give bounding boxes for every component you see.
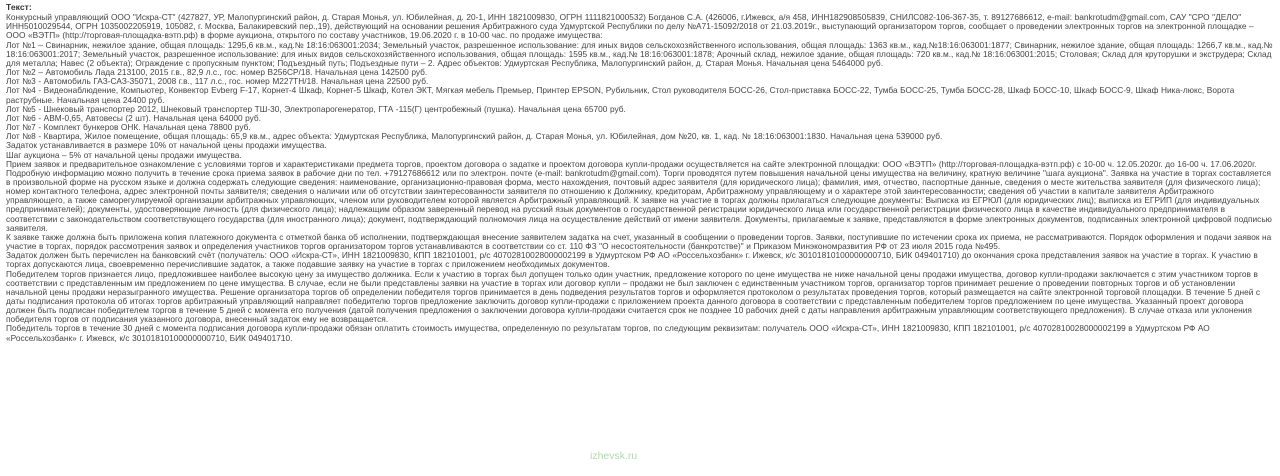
lot-1: Лот №1 – Свинарник, нежилое здание, общая площадь: 1295,6 кв.м., кад.№ 18:16:063001:2034; Земельный участок, разрешенное использование: для иных видов сельскохозяйственного использования, общая площадь: 1363 кв.м., кад.№18:16:063001:1877; Свинарник, нежилое здание, общая площадь: 1266,7 кв.м., кад.№ 18:16:063001:2017; Земельный участок, разрешенное использование: для иных видов сельскохозяйственного использования, общая площадь: 1595 кв.м., кад.№ 18:16:063001:1878; Арочный склад, нежилое здание, общая площадь: 720 кв.м., кад.№ 18:16:063001:2015; Столовая; Склад для круторушки и экструдера; Склад для металла; Навес (2 объекта); Ограждение с пропускным пунктом; Подъездный путь; Подъездные пути – 2. Адрес объектов: Удмуртская Республика, Малопургинский район, д. Старая Монья. Начальная цена 5464000 руб.: [6, 39, 1273, 68]
auction-step: Шаг аукциона – 5% от начальной цены продажи имущества.: [6, 149, 242, 160]
lot-8: Лот №8 - Квартира, Жилое помещение, общая площадь: 65,9 кв.м., адрес объекта: Удмуртская Республика, Малопургинский район, д. Старая Монья, ул. Юбилейная, дом №20, кв. 1, кад. № 18:16:063001:1830. Начальная цена 539000 руб.: [6, 131, 943, 142]
winner-terms: Победителем торгов признается лицо, предложившее наиболее высокую цену за имущество должника. Если к участию в торгах был допущен только один участник, предложение которого по цене имущества не ниже начальной цены продажи имущества, договор купли-продажи заключается с этим участником торгов в соответствии с представленным им предложением по цене имущества. В случае, если не были представлены заявки на участие в торгах или договор купли – продажи не был заключен с единственным участником торгов, организатор торгов принимает решение о проведении повторных торгов и об установлении начальной цены продажи неразыгранного имущества. Решение организатора торгов об определении победителя торгов принимается в день подведения результатов торгов и оформляется протоколом о результатах проведения торгов, который размещается на сайте электронной торговой площадки. В течение 5 дней с даты подписания протокола об итогах торгов арбитражный управляющий направляет победителю торгов предложение заключить договор купли-продажи с приложением проекта данного договора в соответствии с представленным победителем торгов предложением по цене имущества. Указанный проект договора должен быть подписан победителем торгов в течение 5 дней с момента его получения (датой получения предложения о заключении договора купли-продажи считается срок не позднее 10 рабочих дней с даты направления арбитражным управляющим соответствующего предложения). В случае отказа или уклонения победителя торгов от подписания указанного договора, внесенный задаток ему не возвращается.: [6, 268, 1261, 325]
application-terms: Прием заявок и предварительное ознакомление с условиями торгов и характеристиками предмета торгов, проектом договора о задатке и проектом договора купли-продажи осуществляется на сайте электронной площадки: ООО «ВЭТП» (http://торговая-площадка-вэтп.рф) с 10-00 ч. 12.05.2020г. до 16-00 ч. 17.06.2020г. Подробную информацию можно получить в течение срока приема заявок в рабочие дни по тел. +79127686612 или по электрон. почте (e-mail: bankrotudm@gmail.com). Торги проводятся путем повышения начальной цены имущества на величину, кратную величине "шага аукциона". Заявка на участие в торгах составляется в произвольной форме на русском языке и должна содержать следующие сведения: наименование, организационно-правовая форма, место нахождения, почтовый адрес заявителя (для юридического лица); фамилия, имя, отчество, паспортные данные, сведения о месте жительства заявителя (для физического лица); номер контактного телефона, адрес электронной почты заявителя; сведения о наличии или об отсутствии заинтересованности заявителя по отношению к Должнику, кредиторам, Арбитражному управляющему и о характере этой заинтересованности; сведения об участии в капитале заявителя Арбитражного управляющего, а также саморегулируемой организации арбитражных управляющих, членом или руководителем которой является Арбитражный управляющий. К заявке на участие в торгах должны прилагаться следующие документы: Выписка из ЕГРЮЛ (для юридических лиц); выписка из ЕГРИП (для индивидуальных предпринимателей); документы, удостоверяющие личность (для физического лица); надлежащим образом заверенный перевод на русский язык документов о государственной регистрации юридического лица или государственной регистрации физического лица в качестве индивидуального предпринимателя в соответствии с законодательством соответствующего государства (для иностранного лица); документ, подтверждающий полномочия лица на осуществление действий от имени заявителя. Документы, прилагаемые к заявке, представляются в форме электронных документов, подписанных электронной цифровой подписью заявителя.: [6, 158, 1272, 233]
lot-6: Лот №6 - АВМ-0,65, Автовесы (2 шт). Начальная цена 64000 руб.: [6, 112, 262, 123]
lot-7: Лот №7 - Комплект бункеров ОНК. Начальная цена 78800 руб.: [6, 122, 251, 133]
document-body: [6, 3, 1274, 473]
deposit-account: Задаток должен быть перечислен на банковский счёт (получатель: ООО «Искра-СТ», ИНН 1821009830, КПП 182101001, р/с 40702810028000002199 в Удмуртском РФ АО «Россельхозбанк» г. Ижевск, к/с 30101810100000000710, БИК 049401710) до окончания срока представления заявок на участие в торгах. К участию в торгах допускаются лица, своевременно перечислившие задаток, а также подавшие заявку на участие в торгах с приложением необходимых документов.: [6, 250, 1258, 270]
deposit-terms: Задаток устанавливается в размере 10% от начальной цены продажи имущества.: [6, 140, 327, 151]
payment-terms: Победитель торгов в течение 30 дней с момента подписания договора купли-продажи обязан оплатить стоимость имущества, определенную по результатам торгов, по следующим реквизитам: получатель ООО «Искра-СТ», ИНН 1821009830, КПП 182101001, р/с 40702810028000002199 в Удмуртском РФ АО «Россельхозбанк» г. Ижевск, к/с 30101810100000000710, БИК 049401710.: [6, 323, 1210, 343]
lot-3: Лот №3 - Автомобиль ГАЗ-САЗ-35071, 2008 г.в., 117 л.с., гос. номер М227ТН/18. Начальная цена 22500 руб.: [6, 76, 429, 87]
site-watermark: izhevsk.ru: [590, 450, 638, 462]
intro-paragraph: Конкурсный управляющий ООО "Искра-СТ" (427827, УР, Малопургинский район, д. Старая Монья, ул. Юбилейная, д. 20-1, ИНН 1821009830, ОГРН 1111821000532) Богданов С.А. (426006, г.Ижевск, а/я 458, ИНН182908505839, СНИЛС082-106-367-35, т. 89127686612, e-mail: bankrotudm@gmail.com, САУ "СРО "ДЕЛО" ИНН5010029544, ОГРН 1035002205919, 105082, г. Москва, Балакиревский пер.,19), действующий на основании решения Арбитражного суда Удмуртской Республики по делу №А71-15092/2018 от 21.03.2019г., выступающий организатором торгов, сообщает о проведении электронных торгов на электронной площадке – ООО «ВЭТП» (http://торговая-площадка-вэтп.рф) в форме аукциона, открытого по составу участников, 19.06.2020 г. в 10-00 час. по продаже имущества:: [6, 12, 1254, 41]
paragraph-list: [6, 13, 1274, 343]
payment-document-terms: К заявке также должна быть приложена копия платежного документа с отметкой банка об исполнении, подтверждающая внесение заявителем задатка на счет, указанный в сообщении о проведении торгов. Заявки, поступившие по истечении срока их приема, не рассматриваются. Порядок оформления и подачи заявок на участие в торгах, порядок рассмотрения заявок и определения участников торгов организатором торгов устанавливаются в соответствии со ст. 110 ФЗ "О несостоятельности (банкротстве)" и Приказом Минэкономразвития РФ от 23 июля 2015 года №495.: [6, 231, 1272, 252]
lot-2: Лот №2 – Автомобиль Лада 213100, 2015 г.в., 82,9 л.с., гос. номер В256СР/18. Начальная цена 142500 руб.: [6, 67, 428, 78]
document-heading: Текст:: [6, 3, 32, 12]
lot-4: Лот №4 - Видеонаблюдение, Компьютер, Конвектор Evberg F-17, Корнет-4 Шкаф, Корнет-5 Шкаф, Котел ЭКТ, Мягкая мебель Премьер, Принтер EPSON, Рубильник, Стол руководителя БОСС-26, Стол-приставка БОСС-22, Тумба БОСС-25, Тумба БОСС-28, Шкаф БОСС-10, Шкаф БОСС-9, Шкаф Ника-люкс, Ворота раструбные. Начальная цена 24400 руб.: [6, 85, 1235, 105]
lot-5: Лот №5 - Шнековый транспортер 2012, Шнековый транспортер ТШ-30, Электропарогенератор, ГТА -115(Г) центробежный (пушка). Начальная цена 65700 руб.: [6, 103, 626, 114]
